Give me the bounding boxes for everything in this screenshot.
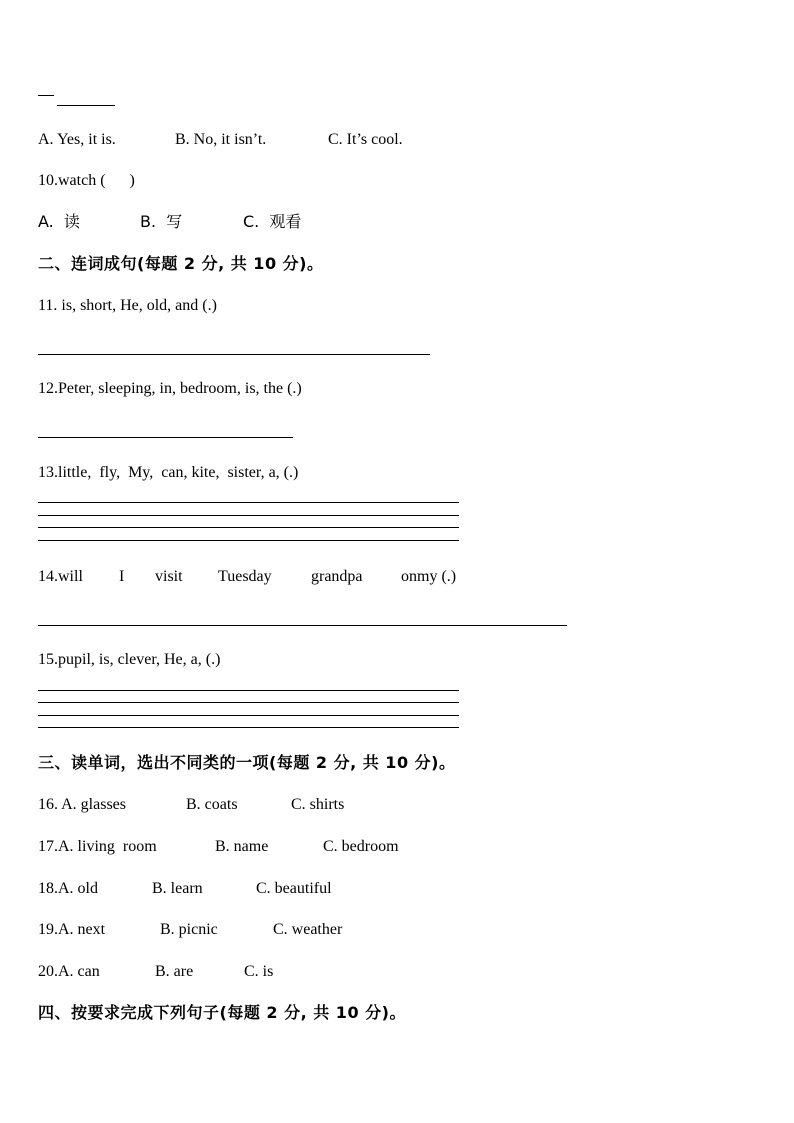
answer-blank[interactable] [57,105,115,106]
section4-title: 四、按要求完成下列句子(每题 2 分, 共 10 分)。 [38,1003,406,1022]
q14-word: visit [155,568,183,585]
q10-stem: 10.watch ( ) [38,172,135,189]
q14-number: 14.will [38,568,83,585]
q12-prompt: 12.Peter, sleeping, in, bedroom, is, the (.) [38,380,302,397]
q20-option-b[interactable]: B. are [155,963,194,980]
q15-prompt: 15.pupil, is, clever, He, a, (.) [38,651,221,668]
q20-option-a[interactable]: 20.A. can [38,963,100,980]
q15-answer-line[interactable] [38,702,459,703]
q10-option-b[interactable]: B. 写 [140,212,183,231]
q16-option-b[interactable]: B. coats [186,796,238,813]
q19-option-a[interactable]: 19.A. next [38,921,106,938]
q15-answer-line[interactable] [38,690,459,691]
section2-title: 二、连词成句(每题 2 分, 共 10 分)。 [38,254,324,273]
q14-word: I [119,568,125,585]
q14-answer-line[interactable] [38,625,567,626]
q11-prompt: 11. is, short, He, old, and (.) [38,297,217,314]
q10-option-c[interactable]: C. 观看 [243,212,302,231]
q12-answer-line[interactable] [38,437,293,438]
q15-answer-line[interactable] [38,727,459,728]
q18-option-a[interactable]: 18.A. old [38,880,98,897]
q14-word: onmy (.) [401,568,457,585]
q15-answer-line[interactable] [38,715,459,716]
section3-title: 三、读单词，选出不同类的一项(每题 2 分, 共 10 分)。 [38,753,456,772]
q19-option-b[interactable]: B. picnic [160,921,218,938]
q10-option-a[interactable]: A. 读 [38,212,80,231]
q13-answer-line[interactable] [38,540,459,541]
q18-option-c[interactable]: C. beautiful [256,880,332,897]
q18-option-b[interactable]: B. learn [152,880,203,897]
q14-word: Tuesday [218,568,272,585]
q16-option-c[interactable]: C. shirts [291,796,345,813]
answer-dash [38,95,54,96]
q11-answer-line[interactable] [38,354,430,355]
q13-answer-line[interactable] [38,502,459,503]
q16-option-a[interactable]: 16. A. glasses [38,796,126,813]
q13-answer-line[interactable] [38,527,459,528]
q9-option-b[interactable]: B. No, it isn’t. [175,131,267,148]
q13-prompt: 13.little, fly, My, can, kite, sister, a, (.) [38,464,299,481]
q9-option-c[interactable]: C. It’s cool. [328,131,403,148]
q19-option-c[interactable]: C. weather [273,921,343,938]
q13-answer-line[interactable] [38,515,459,516]
q17-option-c[interactable]: C. bedroom [323,838,399,855]
q17-option-b[interactable]: B. name [215,838,269,855]
q9-option-a[interactable]: A. Yes, it is. [38,131,116,148]
q20-option-c[interactable]: C. is [244,963,274,980]
q17-option-a[interactable]: 17.A. living room [38,838,157,855]
q14-word: grandpa [311,568,363,585]
